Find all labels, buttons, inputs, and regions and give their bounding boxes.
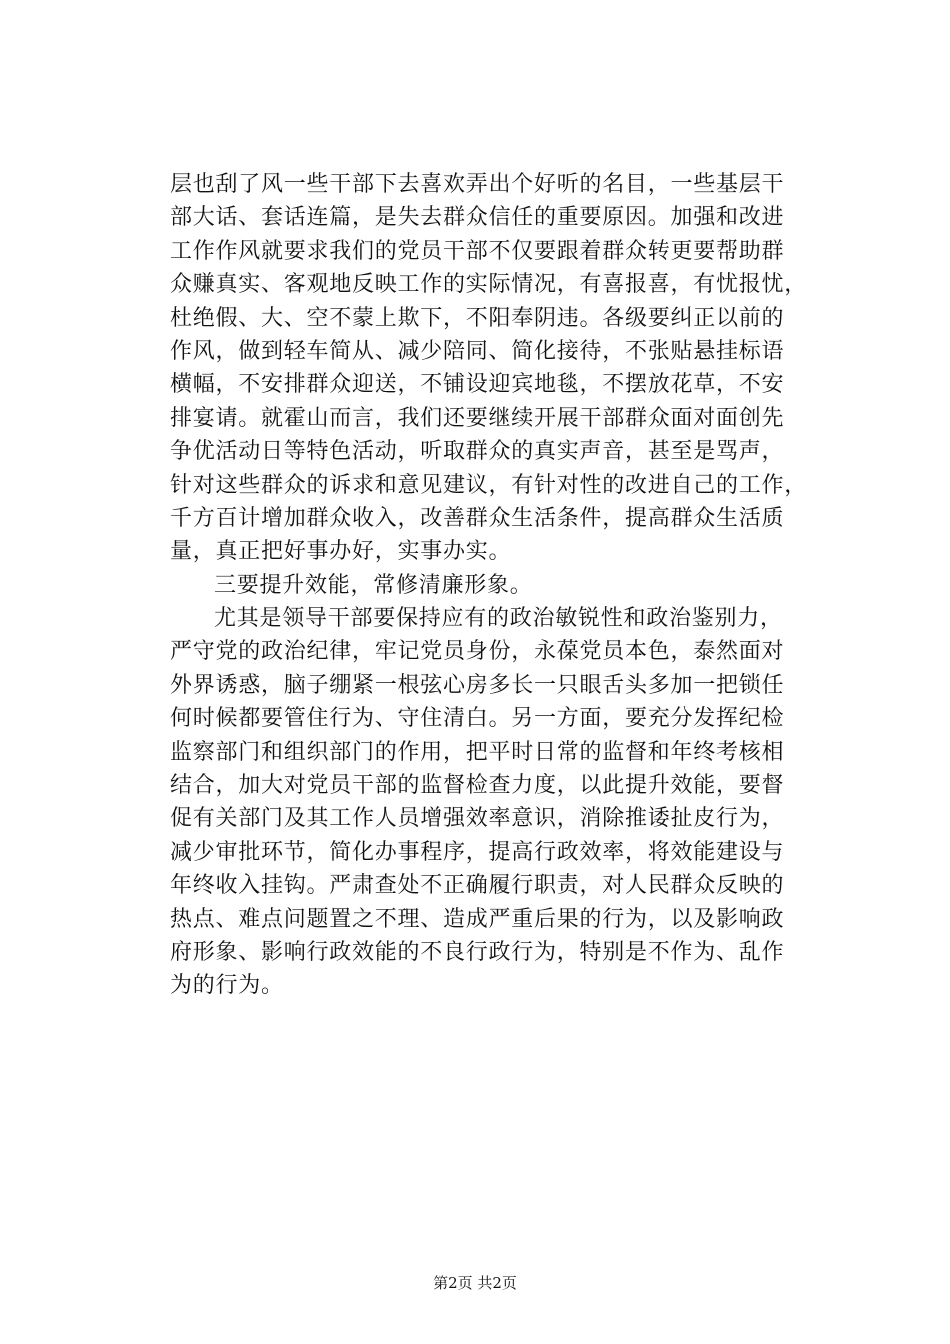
text-line: 千方百计增加群众收入，改善群众生活条件，提高群众生活质 [170,505,785,531]
text-line: 层也刮了风一些干部下去喜欢弄出个好听的名目，一些基层干 [170,172,785,197]
text-line: 量，真正把好事办好，实事办实。 [170,539,512,565]
text-line: 争优活动日等特色活动，听取群众的真实声音，甚至是骂声， [170,439,785,465]
text-line: 何时候都要管住行为、守住清白。另一方面，要充分发挥纪检 [170,706,785,732]
text-line: 监察部门和组织部门的作用，把平时日常的监督和年终考核相 [170,739,785,765]
text-line: 严守党的政治纪律，牢记党员身份，永葆党员本色，泰然面对 [170,639,785,665]
text-line: 为的行为。 [170,973,284,999]
page-number-footer: 第2页 共2页 [433,1274,517,1292]
text-line: 年终收入挂钩。严肃查处不正确履行职责，对人民群众反映的 [170,873,785,899]
text-line: 众赚真实、客观地反映工作的实际情况，有喜报喜，有忧报忧， [170,272,808,298]
text-line: 结合，加大对党员干部的监督检查力度，以此提升效能，要督 [170,773,785,799]
text-line: 热点、难点问题置之不理、造成严重后果的行为，以及影响政 [170,906,785,932]
text-line: 针对这些群众的诉求和意见建议，有针对性的改进自己的工作， [170,472,808,498]
text-line: 促有关部门及其工作人员增强效率意识，消除推诿扯皮行为， [170,806,785,832]
text-line: 减少审批环节，简化办事程序，提高行政效率，将效能建设与 [170,839,785,865]
section-heading: 三要提升效能，常修清廉形象。 [214,572,533,598]
text-line: 部大话、套话连篇，是失去群众信任的重要原因。加强和改进 [170,205,785,231]
text-line: 横幅，不安排群众迎送，不铺设迎宾地毯，不摆放花草，不安 [170,372,785,398]
text-line: 杜绝假、大、空不蒙上欺下，不阳奉阴违。各级要纠正以前的 [170,305,785,331]
text-line: 工作作风就要求我们的党员干部不仅要跟着群众转更要帮助群 [170,238,785,264]
text-line: 作风，做到轻车简从、减少陪同、简化接待，不张贴悬挂标语 [170,338,785,364]
text-line: 外界诱惑，脑子绷紧一根弦心房多长一只眼舌头多加一把锁任 [170,672,785,698]
text-line: 府形象、影响行政效能的不良行政行为，特别是不作为、乱作 [170,939,785,965]
document-body [170,168,870,1003]
paragraph-first-line: 尤其是领导干部要保持应有的政治敏锐性和政治鉴别力， [214,606,783,632]
text-line: 排宴请。就霍山而言，我们还要继续开展干部群众面对面创先 [170,405,785,431]
